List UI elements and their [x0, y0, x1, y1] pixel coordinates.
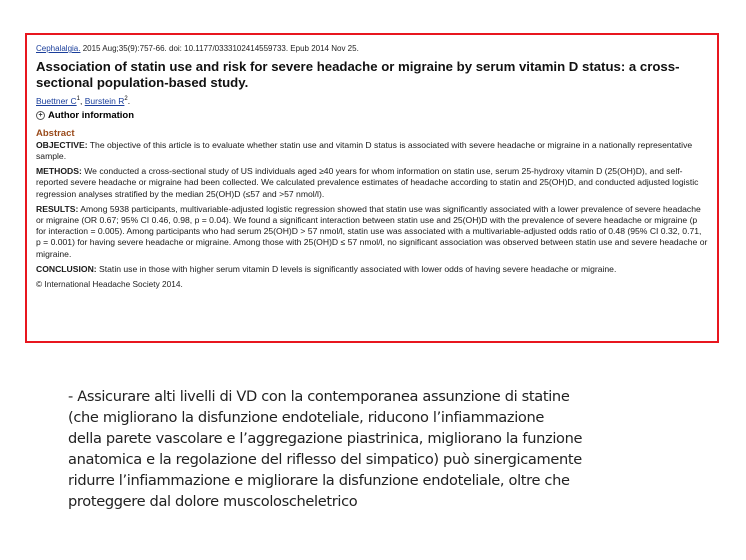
section-text: Statin use in those with higher serum vitamin D levels is significantly associated with lower odds of having severe headache or migraine.: [96, 263, 617, 274]
section-label: OBJECTIVE:: [36, 139, 88, 150]
section-label: RESULTS:: [36, 203, 79, 214]
caption-text: [68, 386, 648, 512]
caption-line: della parete vascolare e l’aggregazione piastrinica, migliorano la funzione: [68, 430, 583, 447]
abstract-conclusion: [36, 264, 708, 275]
caption-line: (che migliorano la disfunzione endoteliale, riducono l’infiammazione: [68, 409, 545, 426]
abstract-screenshot-box: [25, 33, 719, 343]
citation-line: [36, 44, 708, 54]
caption-line: - Assicurare alti livelli di VD con la contemporanea assunzione di statine: [68, 388, 570, 405]
article-title: Association of statin use and risk for severe headache or migraine by serum vitamin D status: a cross-sectional population-based study.: [36, 59, 680, 90]
caption-line: ridurre l’infiammazione e migliorare la disfunzione endoteliale, oltre che: [68, 472, 570, 489]
expand-plus-icon: +: [36, 111, 45, 120]
abstract-heading: Abstract: [36, 127, 75, 139]
author-information-label: Author information: [48, 109, 135, 121]
caption-line: anatomica e la regolazione del riflesso del simpatico) può sinergicamente: [68, 451, 582, 468]
author-link[interactable]: Buettner C: [36, 95, 77, 106]
citation-details: 2015 Aug;35(9):757-66. doi: 10.1177/0333102414559733. Epub 2014 Nov 25.: [80, 44, 359, 53]
author-list: Buettner $C^1$, Burstein $R^2$.: [36, 95, 131, 106]
author-affiliation-sup: 1: [76, 96, 80, 102]
caption-line: proteggere dal dolore muscoloscheletrico: [68, 493, 358, 510]
author-link[interactable]: Burstein R: [84, 95, 125, 106]
abstract-methods: [36, 166, 708, 200]
section-label: CONCLUSION:: [36, 263, 97, 274]
section-text: The objective of this article is to evaluate whether statin use and vitamin D status is associated with severe headache or migraine in a nationally representative sample.: [36, 139, 693, 162]
author-information-toggle[interactable]: [36, 110, 708, 122]
abstract-objective: [36, 140, 708, 162]
abstract-results: [36, 204, 708, 260]
section-text: We conducted a cross-sectional study of US individuals aged ≥40 years for whom information on statin use, serum 25-hydroxy vitamin D (25(OH)D), and self-reported severe headache or migraine had been collected. We calculated prevalence estimates of headache according to statin and 25(OH)D, and conducted adjusted logistic regression analyses stratified by the median 25(OH)D (≤57 and >57 nmol/l).: [36, 166, 699, 199]
section-label: METHODS:: [36, 166, 82, 177]
author-affiliation-sup: 2: [124, 96, 128, 102]
section-text: Among 5938 participants, multivariable-adjusted logistic regression showed that statin use was significantly associated with a lower prevalence of severe headache or migraine (OR 0.67; 95% CI 0.46, 0.98, p = 0.04). We found a significant interaction between statin use and 25(OH)D with the prevalence of severe headache or migraine (p for interaction = 0.005). Among participants who had serum 25(OH)D > 57 nmol/l, statin use was associated with a multivariable-adjusted odds ratio of 0.48 (95% CI 0.32, 0.71, p = 0.001) for having severe headache or migraine. Among those with 25(OH)D ≤ 57 nmol/l, no significant association was observed between statin use and severe headache or migraine.: [36, 203, 708, 259]
copyright-notice: © International Headache Society 2014.: [36, 279, 183, 290]
journal-link[interactable]: Cephalalgia.: [36, 44, 81, 53]
